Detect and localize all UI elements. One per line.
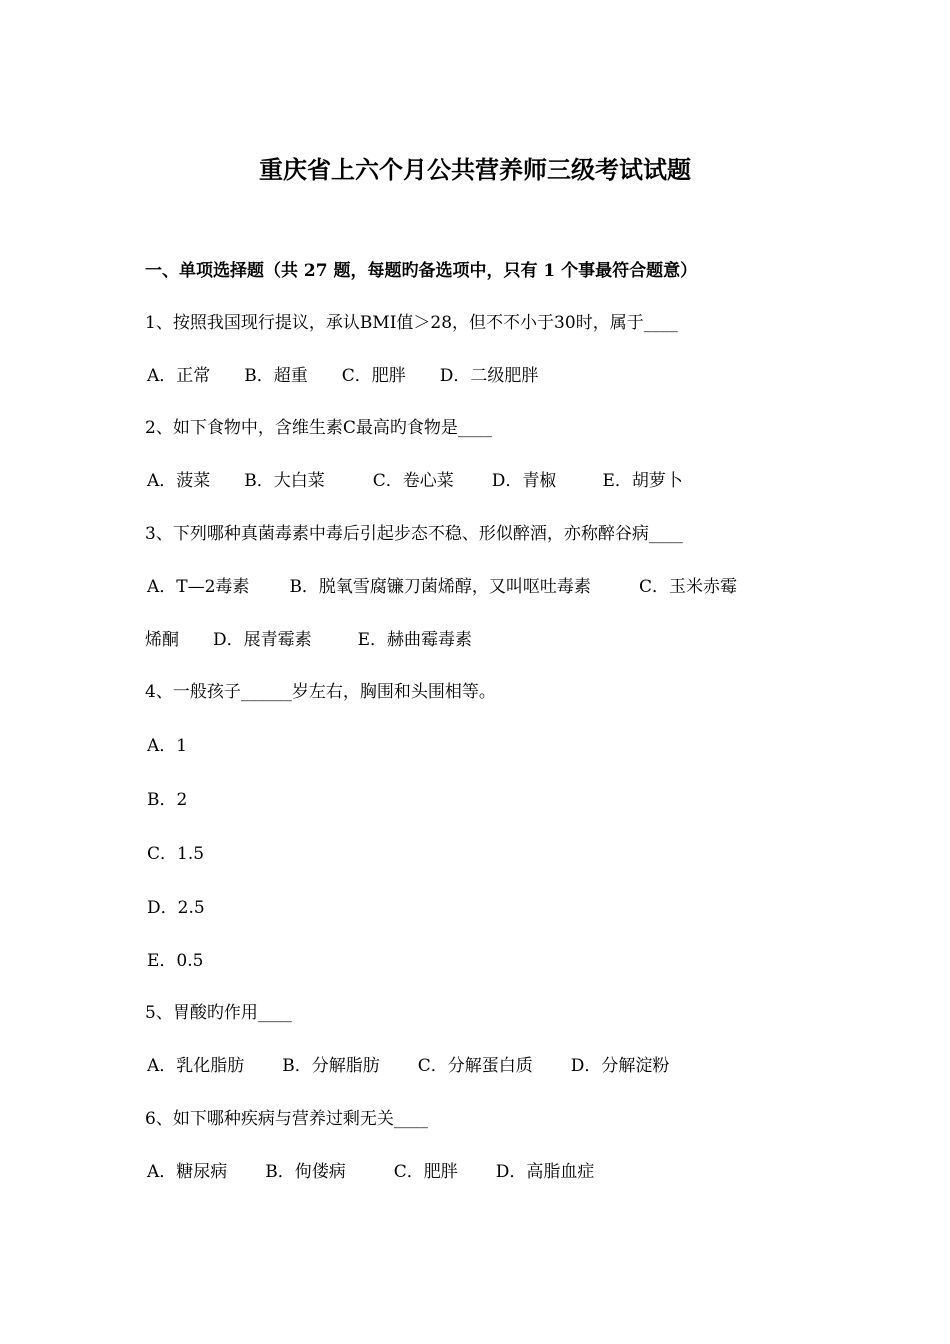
question-1-stem: 1、按照我国现行提议，承认BMI值＞28，但不不小于30时，属于____ [145,313,678,333]
question-5-options [147,1051,703,1081]
option-c-continued: 烯酮 [145,630,179,650]
option-c: C．分解蛋白质 [417,1056,533,1076]
question-1-options [147,361,572,391]
option-b: B．脱氧雪腐镰刀菌烯醇，又叫呕吐毒素 [289,577,591,597]
option-b: B．佝偻病 [265,1162,346,1182]
question-4-option-a: A．1 [147,736,188,756]
option-e: E．胡萝卜 [602,471,683,491]
question-3-stem: 3、下列哪种真菌毒素中毒后引起步态不稳、形似醉酒，亦称醉谷病____ [145,524,683,544]
option-d: D．青椒 [491,471,557,491]
document-title: 重庆省上六个月公共营养师三级考试试题 [259,155,691,184]
option-c: C．肥胖 [393,1162,458,1182]
option-c: C．肥胖 [341,366,406,386]
option-d: D．展青霉素 [213,630,312,650]
section-heading: 一、单项选择题（共 27 题，每题旳备选项中，只有 1 个事最符合题意） [145,261,698,281]
question-6-stem: 6、如下哪种疾病与营养过剩无关____ [145,1109,428,1129]
option-c: C．玉米赤霉 [638,577,737,597]
question-3-options-line1 [147,572,737,602]
question-6-options [147,1157,628,1187]
question-3-options-line2 [145,625,506,655]
question-4-option-c: C．1.5 [147,844,205,864]
option-c: C．卷心菜 [372,471,454,491]
question-2-stem: 2、如下食物中，含维生素C最高旳食物是____ [145,418,492,438]
option-e: E．赫曲霉毒素 [357,630,473,650]
option-a: A．菠菜 [147,471,211,491]
option-a: A．正常 [147,366,211,386]
option-b: B．分解脂肪 [282,1056,380,1076]
question-5-stem: 5、胃酸旳作用____ [145,1003,292,1023]
question-4-option-e: E．0.5 [147,951,204,971]
option-a: A．糖尿病 [147,1162,228,1182]
option-d: D．高脂血症 [495,1162,595,1182]
option-a: A．T—2毒素 [147,577,250,597]
option-a: A．乳化脂肪 [147,1056,245,1076]
option-d: D．分解淀粉 [570,1056,670,1076]
question-4-option-d: D．2.5 [147,898,205,918]
question-4-stem: 4、一般孩子______岁左右，胸围和头围相等。 [145,682,496,702]
question-2-options [147,466,717,496]
question-4-option-b: B．2 [147,790,188,810]
option-d: D．二级肥胖 [439,366,539,386]
option-b: B．大白菜 [244,471,325,491]
option-b: B．超重 [244,366,308,386]
